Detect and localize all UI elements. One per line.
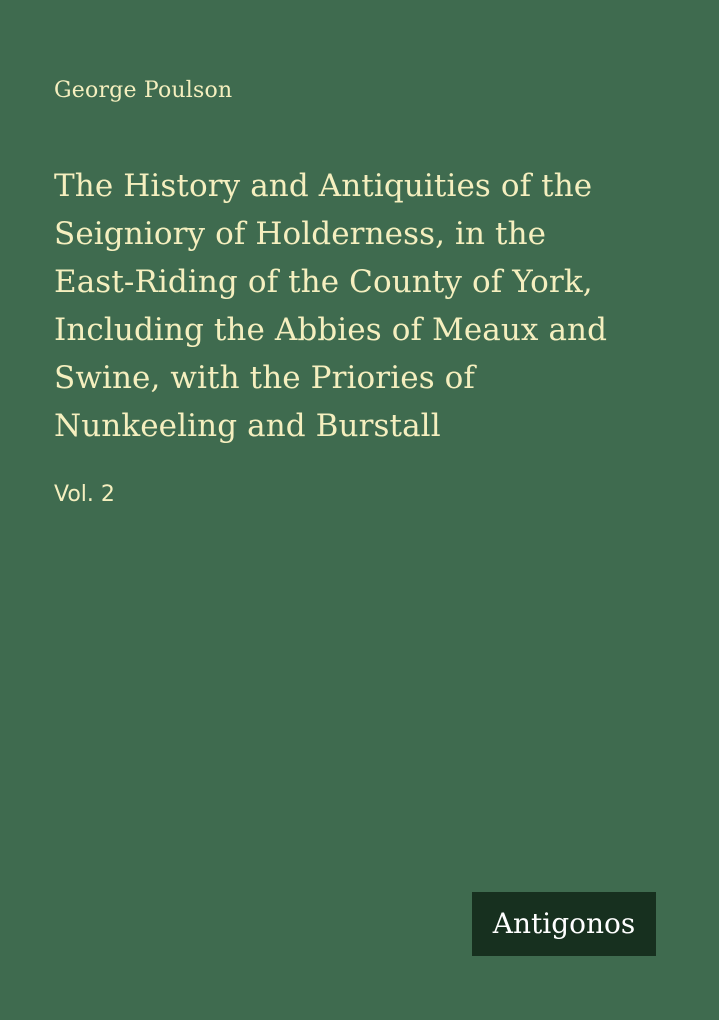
volume-label: Vol. 2 <box>54 482 115 507</box>
publisher-logo <box>472 892 656 956</box>
book-title <box>54 162 674 450</box>
publisher-name: Antigonos <box>492 907 636 940</box>
title-line: The History and Antiquities of the <box>54 168 593 204</box>
title-line: East-Riding of the County of York, <box>54 264 593 300</box>
title-line: Seigniory of Holderness, in the <box>54 216 547 252</box>
author-name: George Poulson <box>54 78 233 103</box>
title-line: Swine, with the Priories of <box>54 360 475 396</box>
title-line: Including the Abbies of Meaux and <box>54 312 608 348</box>
title-line: Nunkeeling and Burstall <box>54 408 441 444</box>
